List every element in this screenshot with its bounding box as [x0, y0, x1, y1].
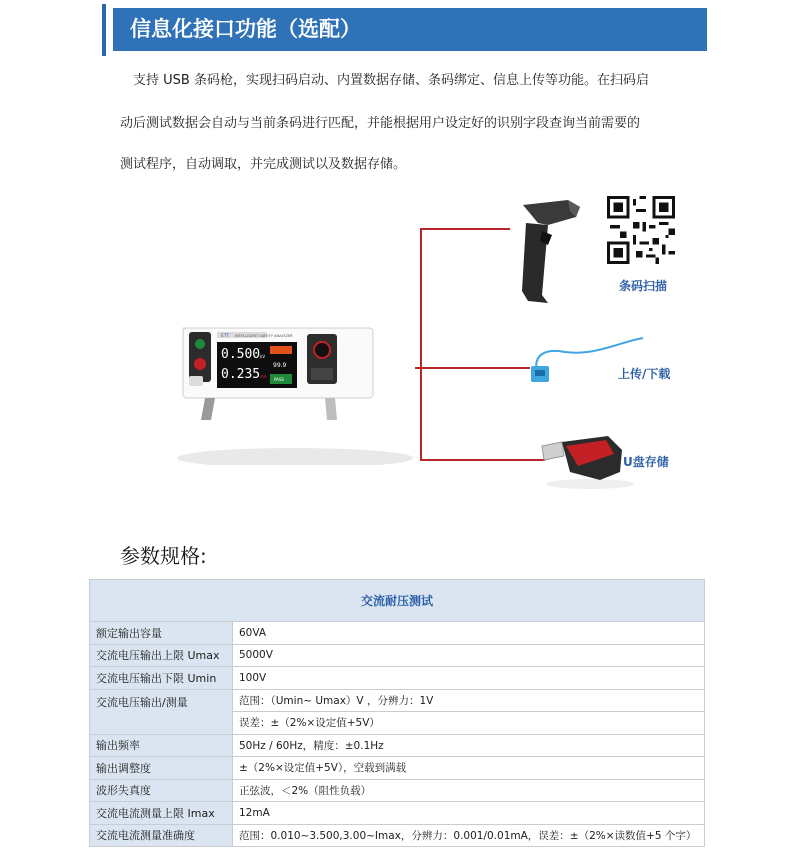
qr-code-icon: [607, 196, 675, 264]
row-name: 输出调整度: [90, 757, 233, 780]
device-status: PASS: [274, 377, 284, 382]
intro-line-3: 测试程序，自动调取，并完成测试以及数据存储。: [120, 157, 407, 172]
table-row: [90, 689, 705, 712]
row-name: 交流电压输出下限 Umin: [90, 667, 233, 690]
row-name: 交流电流测量上限 Imax: [90, 802, 233, 825]
table-row: [90, 644, 705, 667]
table-title: 交流耐压测试: [90, 580, 705, 622]
device-model: INTELLIGENT SAFETY ANALYZER: [235, 334, 293, 338]
row-name: 额定输出容量: [90, 622, 233, 645]
table-header-row: [90, 580, 705, 622]
row-value: 60VA: [233, 622, 705, 645]
intro-line-1: 支持 USB 条码枪，实现扫码启动、内置数据存储、条码绑定、信息上传等功能。在扫码启: [133, 73, 649, 88]
connector-to-usb: [420, 459, 545, 461]
row-name: 输出频率: [90, 734, 233, 757]
section-header: 信息化接口功能（选配）: [113, 8, 707, 51]
row-value: 12mA: [233, 802, 705, 825]
intro-line-2: 动后测试数据会自动与当前条码进行匹配，并能根据用户设定好的识别字段查询当前需要的: [120, 116, 641, 131]
connector-to-scanner: [420, 228, 510, 230]
row-value: 5000V: [233, 644, 705, 667]
row-value: 范围：（Umin~ Umax）V ，分辨力：1V: [233, 689, 705, 712]
connector-vertical: [420, 228, 422, 461]
table-row: [90, 622, 705, 645]
spec-table: [89, 579, 705, 847]
row-name: 交流电压输出/测量: [90, 689, 233, 734]
table-row: [90, 802, 705, 825]
table-row: [90, 757, 705, 780]
label-upload-download: 上传/下载: [618, 367, 671, 381]
table-row: [90, 824, 705, 847]
row-value-secondary: 误差：±（2%×设定值+5V）: [233, 712, 705, 735]
row-value: 50Hz / 60Hz，精度：±0.1Hz: [233, 734, 705, 757]
device-unit-current: mA: [260, 374, 267, 379]
row-name: 波形失真度: [90, 779, 233, 802]
row-name: 交流电流测量准确度: [90, 824, 233, 847]
device-reading-current: 0.235: [221, 367, 261, 382]
device-small-value: 99.9: [273, 362, 287, 369]
table-row: [90, 734, 705, 757]
row-value: 正弦波，＜2%（阻性负载）: [233, 779, 705, 802]
table-row: [90, 667, 705, 690]
table-row: [90, 779, 705, 802]
row-value: 100V: [233, 667, 705, 690]
label-barcode-scan: 条码扫描: [619, 279, 668, 293]
row-name: 交流电压输出上限 Umax: [90, 644, 233, 667]
section-accent-bar: [102, 4, 106, 56]
label-udisk-storage: U盘存储: [623, 455, 669, 469]
device-unit-voltage: kV: [260, 354, 266, 359]
device-reading-voltage: 0.500: [221, 347, 261, 362]
safety-analyzer-device: [175, 320, 415, 465]
row-value: 范围：0.010~3.500,3.00~Imax，分辨力：0.001/0.01mA，误差：±（2%×读数值+5 个字）: [233, 824, 705, 847]
connector-to-cable: [415, 367, 530, 369]
device-brand: ETT: [221, 334, 230, 339]
row-value: ±（2%×设定值+5V），空载到满载: [233, 757, 705, 780]
barcode-scanner-image: [508, 195, 593, 305]
params-heading: 参数规格:: [120, 544, 207, 568]
usb-drive-image: [540, 432, 635, 492]
